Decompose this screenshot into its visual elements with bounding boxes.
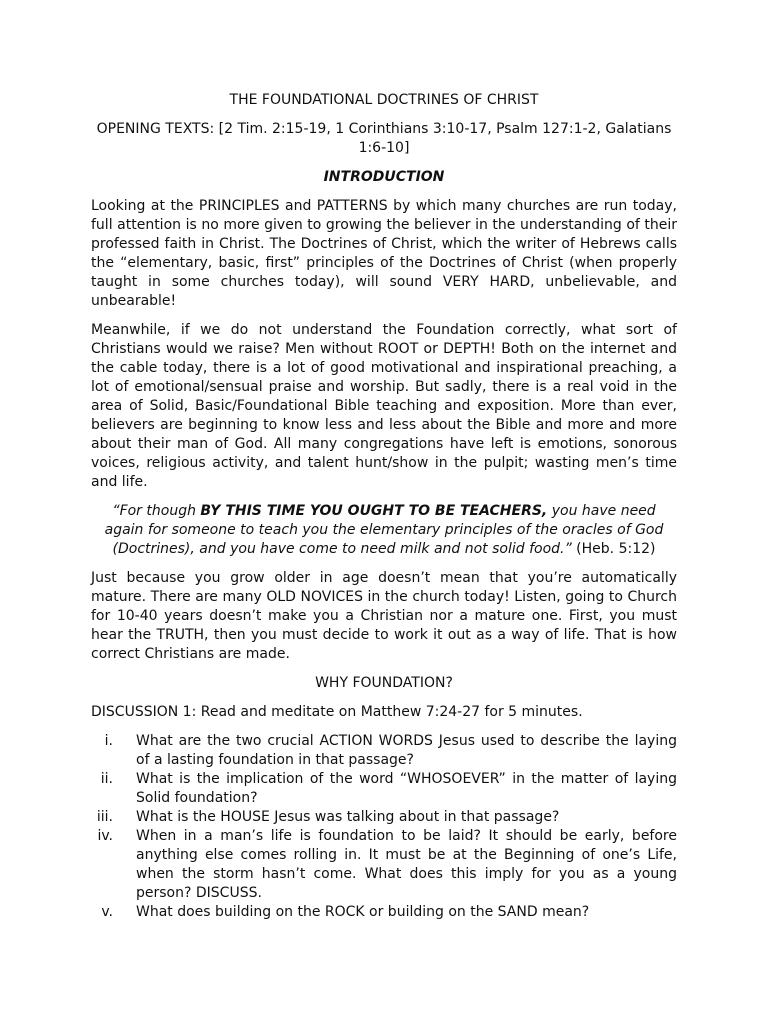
introduction-heading: INTRODUCTION <box>323 169 445 185</box>
list-item <box>91 827 677 903</box>
list-number: i. <box>104 733 113 749</box>
document-page <box>91 91 677 922</box>
section-heading: WHY FOUNDATION? <box>315 675 453 691</box>
list-item <box>91 903 677 922</box>
list-item <box>91 770 677 808</box>
maturity-paragraph: Just because you grow older in age doesn’t mean that you’re automatically mature. There are many OLD NOVICES in the church today! Listen, going to Church for 10-40 years doesn’t make you a Christian nor a mature one. First, you must hear the TRUTH, then you must decide to work it out as a way of life. That is how correct Christians are made. <box>91 570 677 662</box>
list-item <box>91 732 677 770</box>
list-text: What is the implication of the word “WHOSOEVER” in the matter of laying Solid foundation? <box>136 771 677 806</box>
discussion-prompt: DISCUSSION 1: Read and meditate on Matthew 7:24-27 for 5 minutes. <box>91 704 583 720</box>
scripture-quote <box>91 502 677 559</box>
list-text: What does building on the ROCK or building on the SAND mean? <box>136 904 590 920</box>
quote-emphasis: BY THIS TIME YOU OUGHT TO BE TEACHERS, <box>200 503 548 519</box>
list-text: What is the HOUSE Jesus was talking about in that passage? <box>136 809 560 825</box>
list-number: iii. <box>96 809 113 825</box>
quote-text-after: you have need again for someone to teach you the elementary principles of the oracles of God (Doctrines), and you have come to need milk and not solid food.” <box>104 503 664 557</box>
quote-reference: (Heb. 5:12) <box>571 541 656 557</box>
list-text: When in a man’s life is foundation to be laid? It should be early, before anything else comes rolling in. It must be at the Beginning of one’s Life, when the storm hasn’t come. What does this imply for you as a young person? DISCUSS. <box>136 828 677 901</box>
quote-text-before: “For though <box>112 503 201 519</box>
opening-texts: OPENING TEXTS: [2 Tim. 2:15-19, 1 Corinthians 3:10-17, Psalm 127:1-2, Galatians 1:6-10] <box>96 121 672 156</box>
list-number: iv. <box>97 828 113 844</box>
intro-paragraph-2: Meanwhile, if we do not understand the Foundation correctly, what sort of Christians would we raise? Men without ROOT or DEPTH! Both on the internet and the cable today, there is a lot of good motivational and inspirational preaching, a lot of emotional/sensual praise and worship. But sadly, there is a real void in the area of Solid, Basic/Foundational Bible teaching and exposition. More than ever, believers are beginning to know less and less about the Bible and more and more about their man of God. All many congregations have left is emotions, sonorous voices, religious activity, and talent hunt/show in the pulpit; wasting men’s time and life. <box>91 322 677 490</box>
list-number: ii. <box>100 771 113 787</box>
list-item <box>91 808 677 827</box>
intro-paragraph-1: Looking at the PRINCIPLES and PATTERNS by which many churches are run today, full attention is no more given to growing the believer in the understanding of their professed faith in Christ. The Doctrines of Christ, which the writer of Hebrews calls the “elementary, basic, first” principles of the Doctrines of Christ (when properly taught in some churches today), will sound VERY HARD, unbelievable, and unbearable! <box>91 198 677 309</box>
list-number: v. <box>101 904 113 920</box>
document-title: THE FOUNDATIONAL DOCTRINES OF CHRIST <box>229 92 539 108</box>
question-list <box>91 732 677 922</box>
list-text: What are the two crucial ACTION WORDS Jesus used to describe the laying of a lasting foundation in that passage? <box>136 733 677 768</box>
